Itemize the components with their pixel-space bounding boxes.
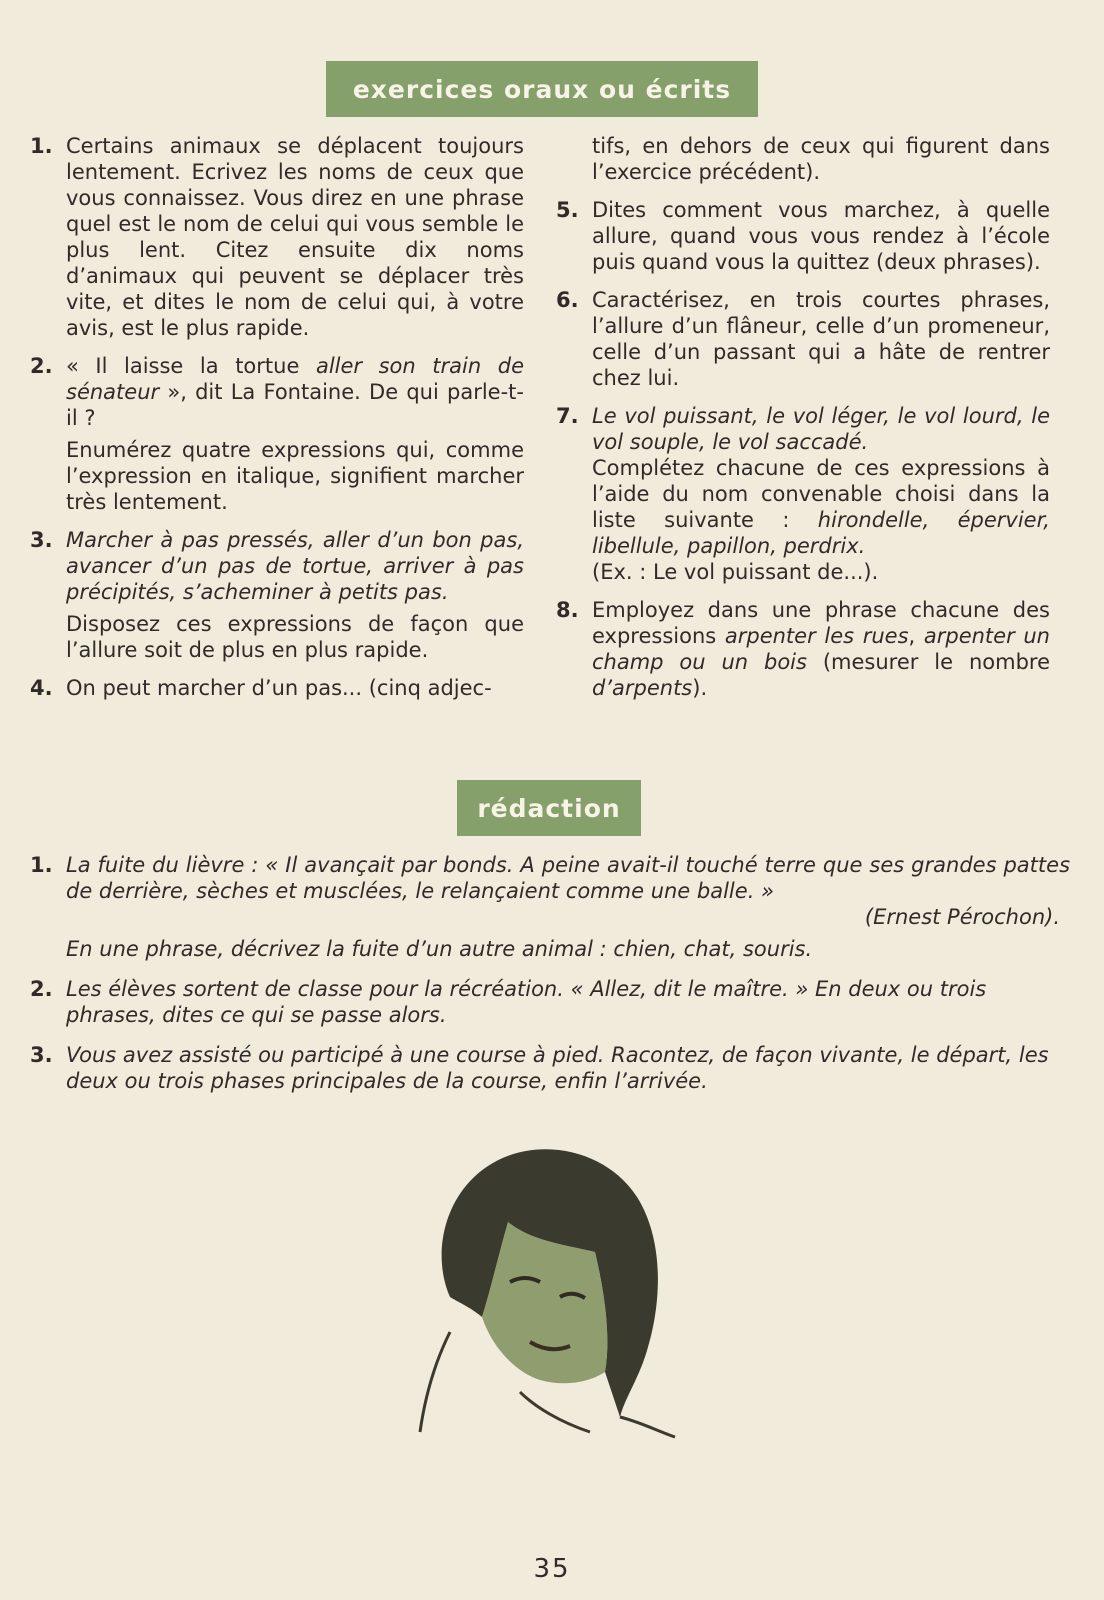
exercise-7-example: (Ex. : Le vol puissant de...). [592, 560, 879, 584]
exercise-6 [556, 287, 1050, 391]
redaction-1-quote [66, 852, 1070, 904]
redaction-number: 2. [30, 977, 53, 1001]
task-text: Complétez chacune de ces expressions à l’aide du nom convenable choisi dans la liste suivante : [592, 456, 1050, 532]
exercise-3-expressions: Marcher à pas pressés, aller d’un bon pas, avancer d’un pas de tortue, arriver à pas précipités, s’acheminer à petits pas. [66, 528, 524, 604]
quote-text: : « Il avançait par bonds. A peine avait-il touché terre que ses grandes pattes de derrière, sèches et musclées, le relançaient comme une balle. » [66, 853, 1071, 903]
exercise-4 [30, 675, 524, 701]
redaction-number: 1. [30, 853, 53, 877]
text: Employez dans une phrase chacune des expressions [592, 598, 1050, 648]
redaction-3 [30, 1042, 1070, 1094]
exercise-7-task [592, 455, 1050, 559]
text: (mesurer le nombre [806, 650, 1050, 674]
page-number: 35 [533, 1554, 571, 1584]
exercise-4-continued [556, 133, 1050, 185]
exercise-3 [30, 527, 524, 663]
redaction-2 [30, 976, 1070, 1028]
text: , [908, 624, 924, 648]
exercise-number: 4. [30, 676, 53, 700]
exercise-number: 3. [30, 528, 53, 552]
exercise-number: 6. [556, 288, 579, 312]
exercise-3-task: Disposez ces expressions de façon que l’allure soit de plus en plus rapide. [66, 612, 524, 662]
exercise-2-task: Enumérez quatre expressions qui, comme l’expression en italique, signifient marcher très lentement. [66, 438, 524, 514]
exercise-number: 1. [30, 134, 53, 158]
exercises-heading: exercices oraux ou écrits [326, 61, 758, 117]
exercise-2 [30, 353, 524, 515]
italic-text: arpenter un champ ou un bois [592, 624, 1050, 674]
exercise-text: Certains animaux se déplacent toujours lentement. Ecrivez les noms de ceux que vous connaissez. Vous direz en une phrase quel est le nom de celui qui vous semble le plus lent. Citez ensuite dix noms d’animaux qui peuvent se déplacer très vite, et dites le nom de celui qui, à votre avis, est le plus rapide. [66, 134, 524, 340]
exercises-left-column [30, 133, 524, 713]
redaction-number: 3. [30, 1043, 53, 1067]
exercise-7-expressions: Le vol puissant, le vol léger, le vol lourd, le vol souple, le vol saccadé. [592, 404, 1050, 454]
exercise-number: 8. [556, 598, 579, 622]
exercise-8 [556, 597, 1050, 701]
exercise-2-quote [66, 353, 524, 431]
exercise-5 [556, 197, 1050, 275]
quote-italic: aller son train de sénateur [66, 354, 524, 404]
exercise-1 [30, 133, 524, 341]
quote-start: « Il laisse la tortue [66, 354, 316, 378]
redaction-text: Vous avez assisté ou participé à une course à pied. Racontez, de façon vivante, le départ, les deux ou trois phases principales de la course, enfin l’arrivée. [66, 1043, 1049, 1093]
exercise-text: On peut marcher d’un pas... (cinq adjec- [66, 676, 492, 700]
exercise-7 [556, 403, 1050, 585]
exercise-number: 7. [556, 404, 579, 428]
quote-end: », dit La Fontaine. De qui parle-t-il ? [66, 380, 524, 430]
exercise-text: Caractérisez, en trois courtes phrases, l’allure d’un flâneur, celle d’un promeneur, celle d’un passant qui a hâte de rentrer chez lui. [592, 288, 1050, 390]
quote-title: La fuite du lièvre [66, 853, 245, 877]
exercises-right-column [556, 133, 1050, 713]
text: ). [692, 676, 708, 700]
italic-text: d’arpents [592, 676, 693, 700]
redaction-1 [30, 852, 1070, 962]
attribution: (Ernest Pérochon). [864, 905, 1060, 929]
italic-text: arpenter les rues [724, 624, 909, 648]
task-word-list: hirondelle, épervier, libellule, papillon, perdrix. [592, 508, 1050, 558]
redaction-heading: rédaction [457, 780, 641, 836]
exercise-text: Dites comment vous marchez, à quelle allure, quand vous vous rendez à l’école puis quand vous la quittez (deux phrases). [592, 198, 1050, 274]
exercise-number: 2. [30, 354, 53, 378]
redaction-1-task: En une phrase, décrivez la fuite d’un autre animal : chien, chat, souris. [66, 937, 813, 961]
exercise-text: tifs, en dehors de ceux qui figurent dans l’exercice précédent). [592, 134, 1050, 184]
redaction-section [30, 852, 1070, 1108]
redaction-text: Les élèves sortent de classe pour la récréation. « Allez, dit le maître. » En deux ou trois phrases, dites ce qui se passe alors. [66, 977, 987, 1027]
exercise-number: 5. [556, 198, 579, 222]
girl-illustration [390, 1132, 700, 1447]
